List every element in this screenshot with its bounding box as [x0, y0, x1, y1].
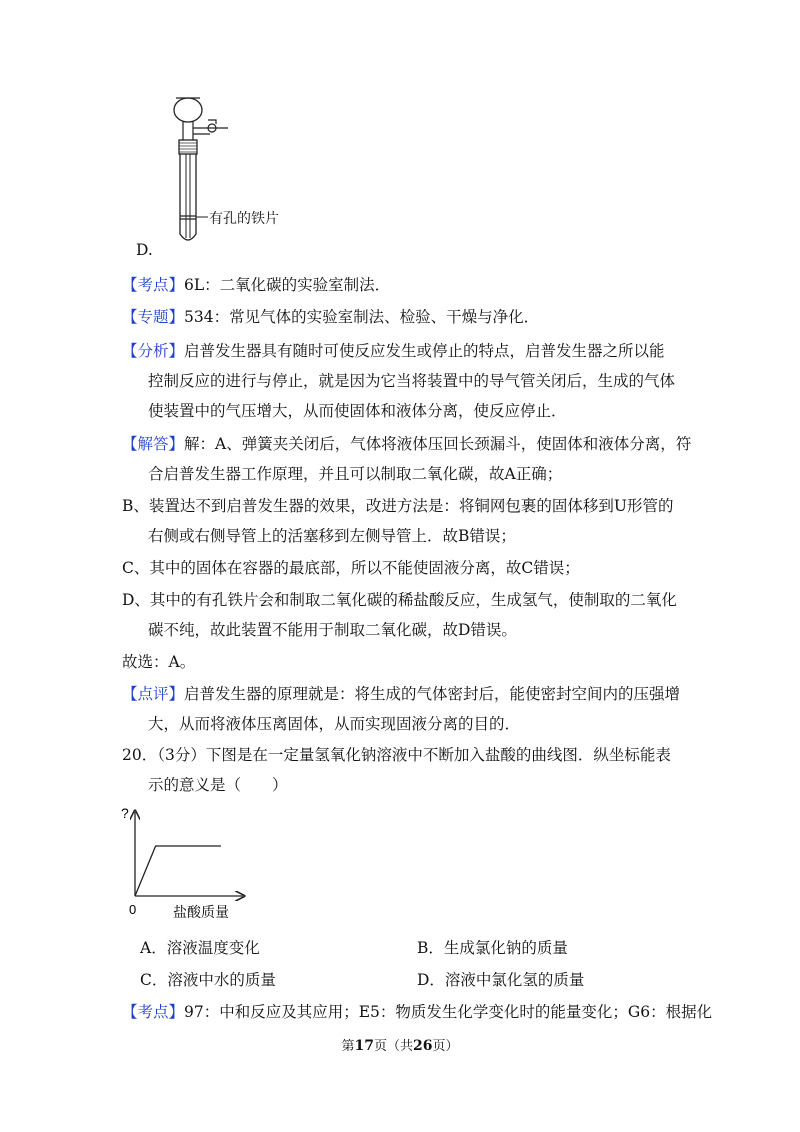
- dianping-line-1: [122, 684, 680, 704]
- page-number: 17: [354, 1038, 374, 1054]
- footer-mid: 页（共: [373, 1039, 413, 1054]
- option-d: D．溶液中氯化氢的质量: [417, 971, 585, 989]
- dianping-text-1: 启普发生器的原理就是：将生成的气体密封后，能使密封空间内的压强增: [184, 685, 681, 703]
- kaodian-tag: 【考点】: [122, 276, 185, 294]
- option-b: B．生成氯化钠的质量: [417, 939, 568, 957]
- dianping-tag: 【点评】: [122, 685, 185, 703]
- page-footer: [0, 1035, 800, 1054]
- answer-c-line: C、其中的固体在容器的最底部，所以不能使固液分离，故C错误；: [122, 559, 580, 577]
- footer-prefix: 第: [341, 1039, 355, 1054]
- final-answer: 故选：A。: [122, 653, 196, 671]
- fenxi-line-2: 控制反应的进行与停止，就是因为它当将装置中的导气管关闭后，生成的气体: [148, 372, 676, 390]
- page-total: 26: [413, 1038, 433, 1054]
- jieda-tag: 【解答】: [122, 435, 185, 453]
- question-20-line-1: 20．（3分）下图是在一定量氢氧化钠溶液中不断加入盐酸的曲线图．纵坐标能表: [122, 746, 671, 764]
- option-d-label: D.: [136, 241, 153, 259]
- footer-suffix: 页）: [432, 1039, 459, 1054]
- question-20-chart: [115, 800, 265, 925]
- dianping-line-2: 大，从而将液体压离固体，从而实现固液分离的目的．: [148, 715, 521, 733]
- kaodian-2-tag: 【考点】: [122, 1003, 185, 1021]
- option-c: C．溶液中水的质量: [140, 971, 276, 989]
- x-axis-label: 盐酸质量: [173, 905, 229, 921]
- fenxi-tag: 【分析】: [122, 342, 185, 360]
- jieda-line-2: 合启普发生器工作原理，并且可以制取二氧化碳，故A正确；: [148, 465, 563, 483]
- zhuanti: [122, 307, 539, 327]
- answer-b-line-1: B、装置达不到启普发生器的效果，改进方法是：将铜网包裹的固体移到U形管的: [122, 497, 674, 515]
- kaodian-2: [122, 1002, 712, 1022]
- answer-d-line-2: 碳不纯，故此装置不能用于制取二氧化碳，故D错误。: [148, 621, 517, 639]
- chart-origin-label: 0: [129, 902, 137, 917]
- answer-d-line-1: D、其中的有孔铁片会和制取二氧化碳的稀盐酸反应，生成氢气，使制取的二氧化: [122, 591, 677, 609]
- fenxi-line-3: 使装置中的气压增大，从而使固体和液体分离，使反应停止．: [148, 402, 567, 420]
- jieda-line-1: [122, 434, 691, 454]
- kaodian-text: 6L：二氧化碳的实验室制法．: [184, 276, 391, 294]
- zhuanti-tag: 【专题】: [122, 308, 185, 326]
- zhuanti-text: 534：常见气体的实验室制法、检验、干燥与净化．: [184, 308, 540, 326]
- answer-b-line-2: 右侧或右侧导管上的活塞移到左侧导管上．故B错误；: [148, 527, 516, 545]
- series-line: [135, 846, 221, 896]
- option-a: A．溶液温度变化: [140, 939, 260, 957]
- jieda-text-1: 解：A、弹簧夹关闭后，气体将液体压回长颈漏斗，使固体和液体分离，符: [184, 435, 692, 453]
- y-axis-label: ?: [121, 805, 129, 821]
- question-20-line-2: 示的意义是（ ）: [148, 776, 288, 794]
- kaodian-1: [122, 275, 390, 295]
- kaodian-2-text: 97：中和反应及其应用；E5：物质发生化学变化时的能量变化；G6：根据化: [184, 1003, 713, 1021]
- fenxi-text-1: 启普发生器具有随时可使反应发生或停止的特点，启普发生器之所以能: [184, 342, 665, 360]
- fenxi-line-1: [122, 341, 665, 361]
- hole-plate-label: 有孔的铁片: [209, 211, 279, 227]
